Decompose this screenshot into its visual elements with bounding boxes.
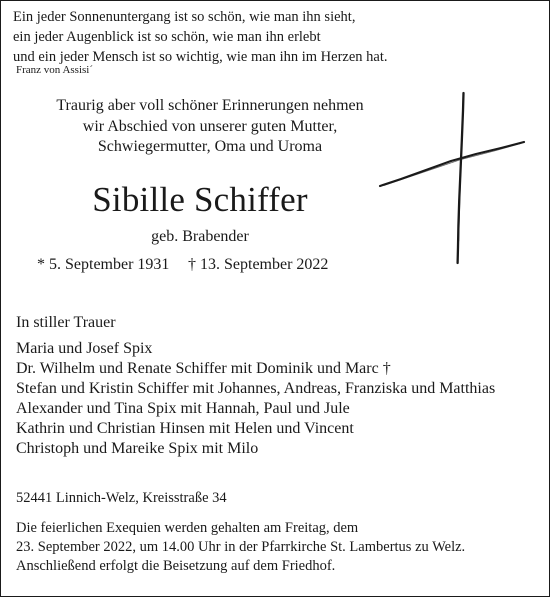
service-line: Anschließend erfolgt die Beisetzung auf dem Friedhof. <box>16 558 336 574</box>
poem-line: ein jeder Augenblick ist so schön, wie man ihn erlebt <box>13 29 321 45</box>
mourner-line: Stefan und Kristin Schiffer mit Johannes, Andreas, Franziska und Matthias <box>16 380 496 397</box>
poem-author: Franz von Assisi´ <box>16 64 93 76</box>
service-line: 23. September 2022, um 14.00 Uhr in der Pfarrkirche St. Lambertus zu Welz. <box>16 539 466 555</box>
deceased-name: Sibille Schiffer <box>92 180 308 219</box>
poem-line: Ein jeder Sonnenuntergang ist so schön, wie man ihn sieht, <box>13 9 356 25</box>
mourner-line: Kathrin und Christian Hinsen mit Helen und Vincent <box>16 420 354 437</box>
service-info <box>16 519 465 576</box>
mourners-list <box>16 339 495 459</box>
birth-date: * 5. September 1931 <box>37 256 170 273</box>
poem-line: und ein jeder Mensch ist so wichtig, wie man ihn im Herzen hat. <box>13 49 388 65</box>
intro-line: wir Abschied von unserer guten Mutter, <box>82 117 338 135</box>
mourning-intro: In stiller Trauer <box>16 314 116 331</box>
address: 52441 Linnich-Welz, Kreisstraße 34 <box>16 490 227 506</box>
maiden-name: geb. Brabender <box>151 228 249 245</box>
mourner-line: Dr. Wilhelm und Renate Schiffer mit Dominik und Marc † <box>16 360 391 377</box>
mourner-line: Maria und Josef Spix <box>16 340 153 357</box>
mourner-line: Alexander und Tina Spix mit Hannah, Paul und Jule <box>16 400 350 417</box>
service-line: Die feierlichen Exequien werden gehalten am Freitag, dem <box>16 520 359 536</box>
intro-line: Traurig aber voll schöner Erinnerungen nehmen <box>56 97 364 114</box>
intro-line: Schwiegermutter, Oma und Uroma <box>97 138 323 155</box>
mourner-line: Christoph und Mareike Spix mit Milo <box>16 440 259 457</box>
death-date: † 13. September 2022 <box>188 256 329 273</box>
